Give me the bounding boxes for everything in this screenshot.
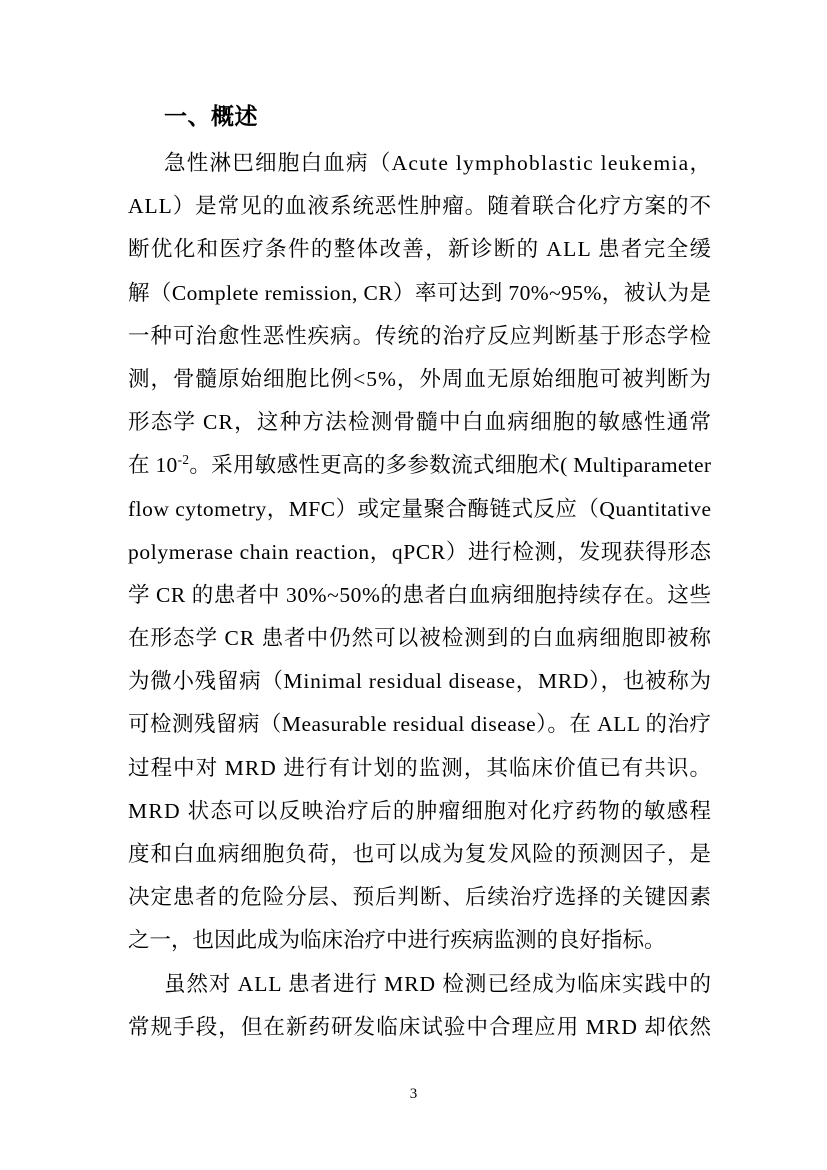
line-text: 在形态学 CR 患者中仍然可以被检测到的白血病细胞即被称 [128, 626, 713, 651]
exponent: -2 [177, 452, 190, 468]
line-text-superscript: 在 $10^{-2}$。采用敏感性更高的多参数流式细胞术( Multiparameter [128, 452, 712, 478]
text-line [128, 617, 711, 660]
text-line [128, 358, 711, 401]
line-text: 决定患者的危险分层、预后判断、后续治疗选择的关键因素 [128, 885, 712, 910]
line-text: MRD 状态可以反映治疗后的肿瘤细胞对化疗药物的敏感程 [128, 798, 713, 823]
text-line [128, 315, 711, 358]
text-line [128, 488, 711, 531]
line-text: 可检测残留病（Measurable residual disease）。在 ALL 的治疗 [128, 712, 712, 737]
line-text: 测，骨髓原始细胞比例<5%，外周血无原始细胞可被判断为 [128, 366, 713, 391]
line-text: 学 CR 的患者中 30%~50%的患者白血病细胞持续存在。这些 [128, 582, 712, 607]
line-text: polymerase chain reaction，qPCR）进行检测，发现获得形态 [128, 539, 712, 564]
text-line [128, 1006, 711, 1049]
text-line [128, 228, 711, 271]
text-line [128, 963, 711, 1006]
text-line-with-superscript [128, 444, 711, 487]
line-text: ALL）是常见的血液系统恶性肿瘤。随着联合化疗方案的不 [128, 194, 712, 219]
line-text: 度和白血病细胞负荷，也可以成为复发风险的预测因子，是 [128, 842, 712, 866]
line-text: 为微小残留病（Minimal residual disease，MRD），也被称为 [128, 669, 712, 694]
text-line [128, 574, 711, 617]
line-text: 虽然对 ALL 患者进行 MRD 检测已经成为临床实践中的 [164, 971, 712, 996]
text-line [128, 272, 711, 315]
page-body [128, 100, 711, 1049]
text-line [128, 833, 711, 876]
line-text: flow cytometry，MFC）或定量聚合酶链式反应（Quantitative [128, 496, 712, 521]
text-line [128, 919, 711, 962]
paragraph-overview [128, 142, 711, 963]
text-line [128, 703, 711, 746]
text-line [128, 747, 711, 790]
section-heading: 一、概述 [164, 104, 258, 129]
text-line [128, 660, 711, 703]
line-text: 解（Complete remission, CR）率可达到 70%~95%，被认为是 [128, 280, 712, 305]
text-line [128, 531, 711, 574]
text-line [128, 790, 711, 833]
line-text: 之一，也因此成为临床治疗中进行疾病监测的良好指标。 [128, 928, 666, 953]
page-number: 3 [409, 1086, 418, 1102]
paragraph-clinical-trials [128, 963, 711, 1049]
line-text: 一种可治愈性恶性疾病。传统的治疗反应判断基于形态学检 [128, 323, 712, 348]
text-line [128, 185, 711, 228]
line-text: 形态学 CR，这种方法检测骨髓中白血病细胞的敏感性通常 [128, 410, 713, 435]
text-line [128, 142, 711, 185]
line-text: 常规手段，但在新药研发临床试验中合理应用 MRD 却依然 [128, 1014, 713, 1039]
line-text: 急性淋巴细胞白血病（Acute lymphoblastic leukemia， [164, 151, 713, 175]
text-line [128, 401, 711, 444]
line-text: 过程中对 MRD 进行有计划的监测，其临床价值已有共识。 [128, 755, 713, 780]
line-text: 断优化和医疗条件的整体改善，新诊断的 ALL 患者完全缓 [128, 237, 713, 262]
text-line [128, 876, 711, 919]
